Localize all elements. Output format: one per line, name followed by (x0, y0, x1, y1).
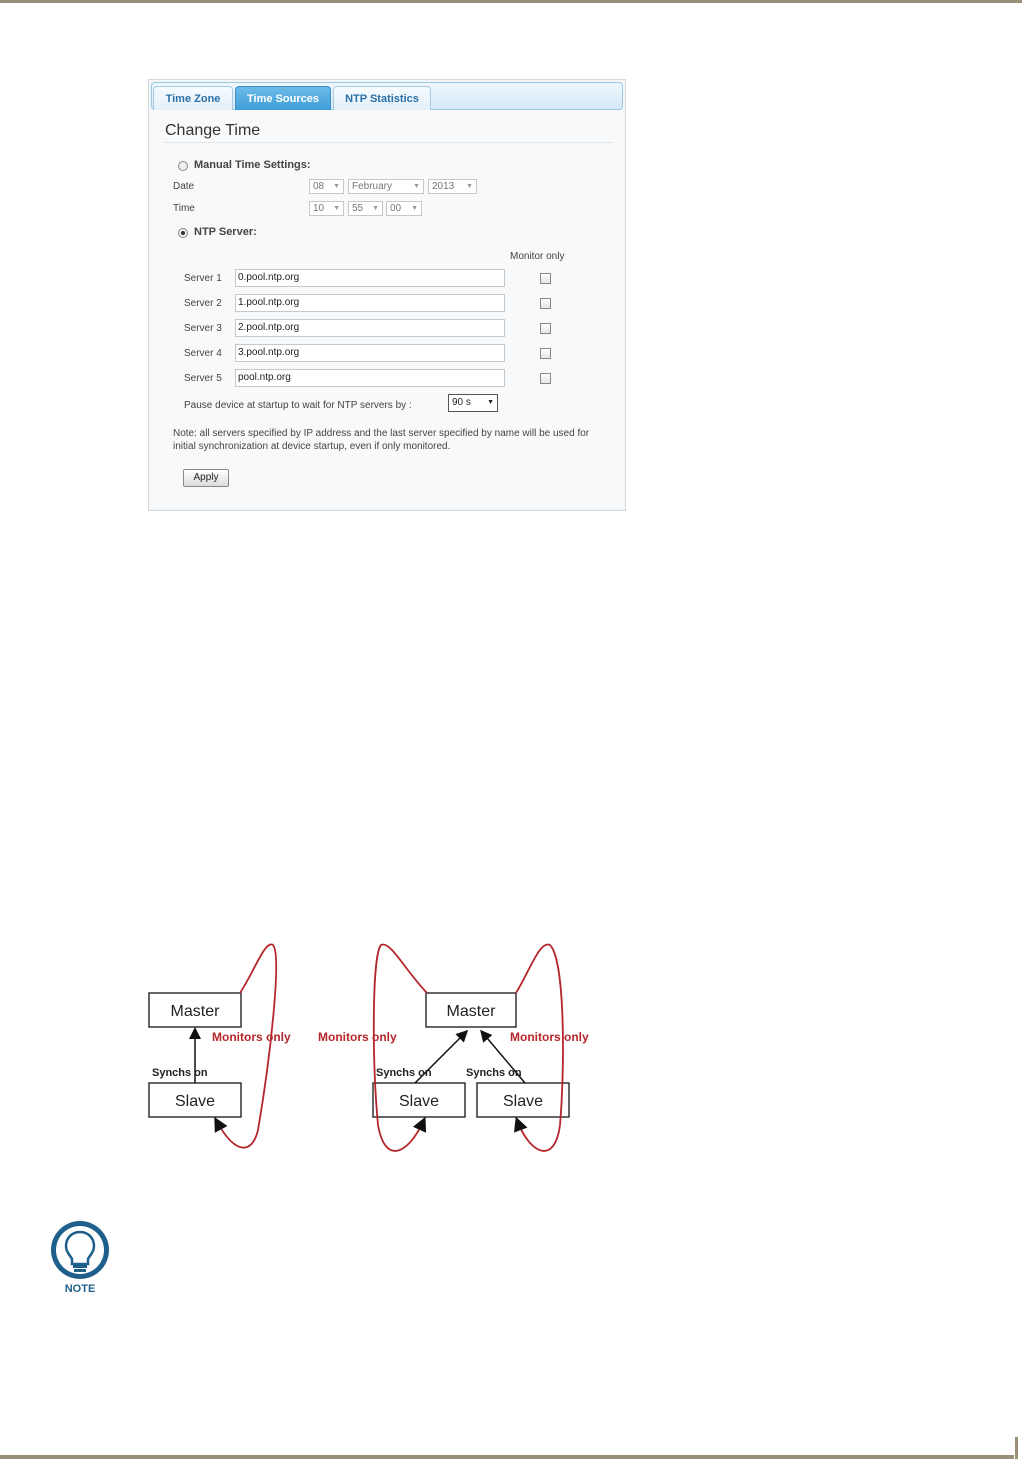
time-minute-select[interactable]: 55 ▼ (348, 201, 383, 216)
manual-time-radio[interactable] (178, 161, 188, 171)
manual-time-label: Manual Time Settings: (194, 159, 311, 171)
chevron-down-icon: ▼ (411, 205, 418, 212)
date-label: Date (173, 181, 195, 192)
monitors-only-label: Monitors only (212, 1030, 291, 1044)
server-4-monitor-checkbox[interactable] (540, 348, 551, 359)
bottom-rule-tick (1015, 1437, 1018, 1459)
server-3-input[interactable]: 2.pool.ntp.org (235, 319, 505, 337)
tab-bar (151, 82, 623, 110)
synchs-on-label: Synchs on (466, 1067, 522, 1079)
server-label: Server 2 (184, 298, 222, 309)
master-slave-diagram (140, 940, 610, 1170)
monitors-only-label: Monitors only (318, 1030, 397, 1044)
master-label: Master (446, 1003, 496, 1020)
slave-label: Slave (174, 1093, 216, 1110)
tab-time-sources[interactable]: Time Sources (235, 86, 331, 111)
server-5-input[interactable]: pool.ntp.org (235, 369, 505, 387)
server-1-input[interactable]: 0.pool.ntp.org (235, 269, 505, 287)
ntp-note-text: Note: all servers specified by IP address and the last server specified by name will be used for initial synchronization at device startup, even if only monitored. (173, 428, 590, 452)
note-label: NOTE (64, 1283, 96, 1294)
chevron-down-icon: ▼ (487, 399, 494, 406)
note-icon (50, 1220, 110, 1294)
ntp-server-radio[interactable] (178, 228, 188, 238)
top-rule (0, 0, 1022, 3)
time-label: Time (173, 203, 195, 214)
server-3-monitor-checkbox[interactable] (540, 323, 551, 334)
diagram-graphic (140, 940, 610, 1170)
title-divider (165, 142, 613, 143)
server-label: Server 3 (184, 323, 222, 334)
server-2-monitor-checkbox[interactable] (540, 298, 551, 309)
date-day-select[interactable]: 08 ▼ (309, 179, 344, 194)
bottom-rule (0, 1455, 1014, 1459)
synchs-on-label: Synchs on (152, 1067, 208, 1079)
server-label: Server 1 (184, 273, 222, 284)
tab-time-zone[interactable]: Time Zone (153, 86, 233, 111)
page-title: Change Time (165, 122, 261, 139)
time-settings-panel (148, 79, 626, 511)
lightbulb-icon (50, 1220, 110, 1294)
server-5-monitor-checkbox[interactable] (540, 373, 551, 384)
chevron-down-icon: ▼ (372, 205, 379, 212)
chevron-down-icon: ▼ (413, 183, 420, 190)
date-month-select[interactable]: February ▼ (348, 179, 424, 194)
monitors-only-label: Monitors only (510, 1030, 589, 1044)
chevron-down-icon: ▼ (466, 183, 473, 190)
server-1-monitor-checkbox[interactable] (540, 273, 551, 284)
server-4-input[interactable]: 3.pool.ntp.org (235, 344, 505, 362)
server-2-input[interactable]: 1.pool.ntp.org (235, 294, 505, 312)
slave-label: Slave (502, 1093, 544, 1110)
time-second-select[interactable]: 00 ▼ (386, 201, 422, 216)
tab-ntp-statistics[interactable]: NTP Statistics (333, 86, 431, 111)
master-label: Master (170, 1003, 220, 1020)
server-label: Server 5 (184, 373, 222, 384)
chevron-down-icon: ▼ (333, 183, 340, 190)
monitor-only-header: Monitor only (510, 251, 565, 262)
synchs-on-label: Synchs on (376, 1067, 432, 1079)
ntp-server-label: NTP Server: (194, 226, 257, 238)
date-year-select[interactable]: 2013 ▼ (428, 179, 477, 194)
monitor-loop (374, 944, 427, 1150)
time-hour-select[interactable]: 10 ▼ (309, 201, 344, 216)
tab-content (151, 110, 623, 508)
slave-label: Slave (398, 1093, 440, 1110)
apply-button[interactable]: Apply (183, 469, 229, 487)
pause-duration-select[interactable]: 90 s ▼ (448, 394, 498, 412)
monitor-loop (516, 944, 563, 1150)
chevron-down-icon: ▼ (333, 205, 340, 212)
pause-label: Pause device at startup to wait for NTP servers by : (184, 400, 412, 411)
server-label: Server 4 (184, 348, 222, 359)
